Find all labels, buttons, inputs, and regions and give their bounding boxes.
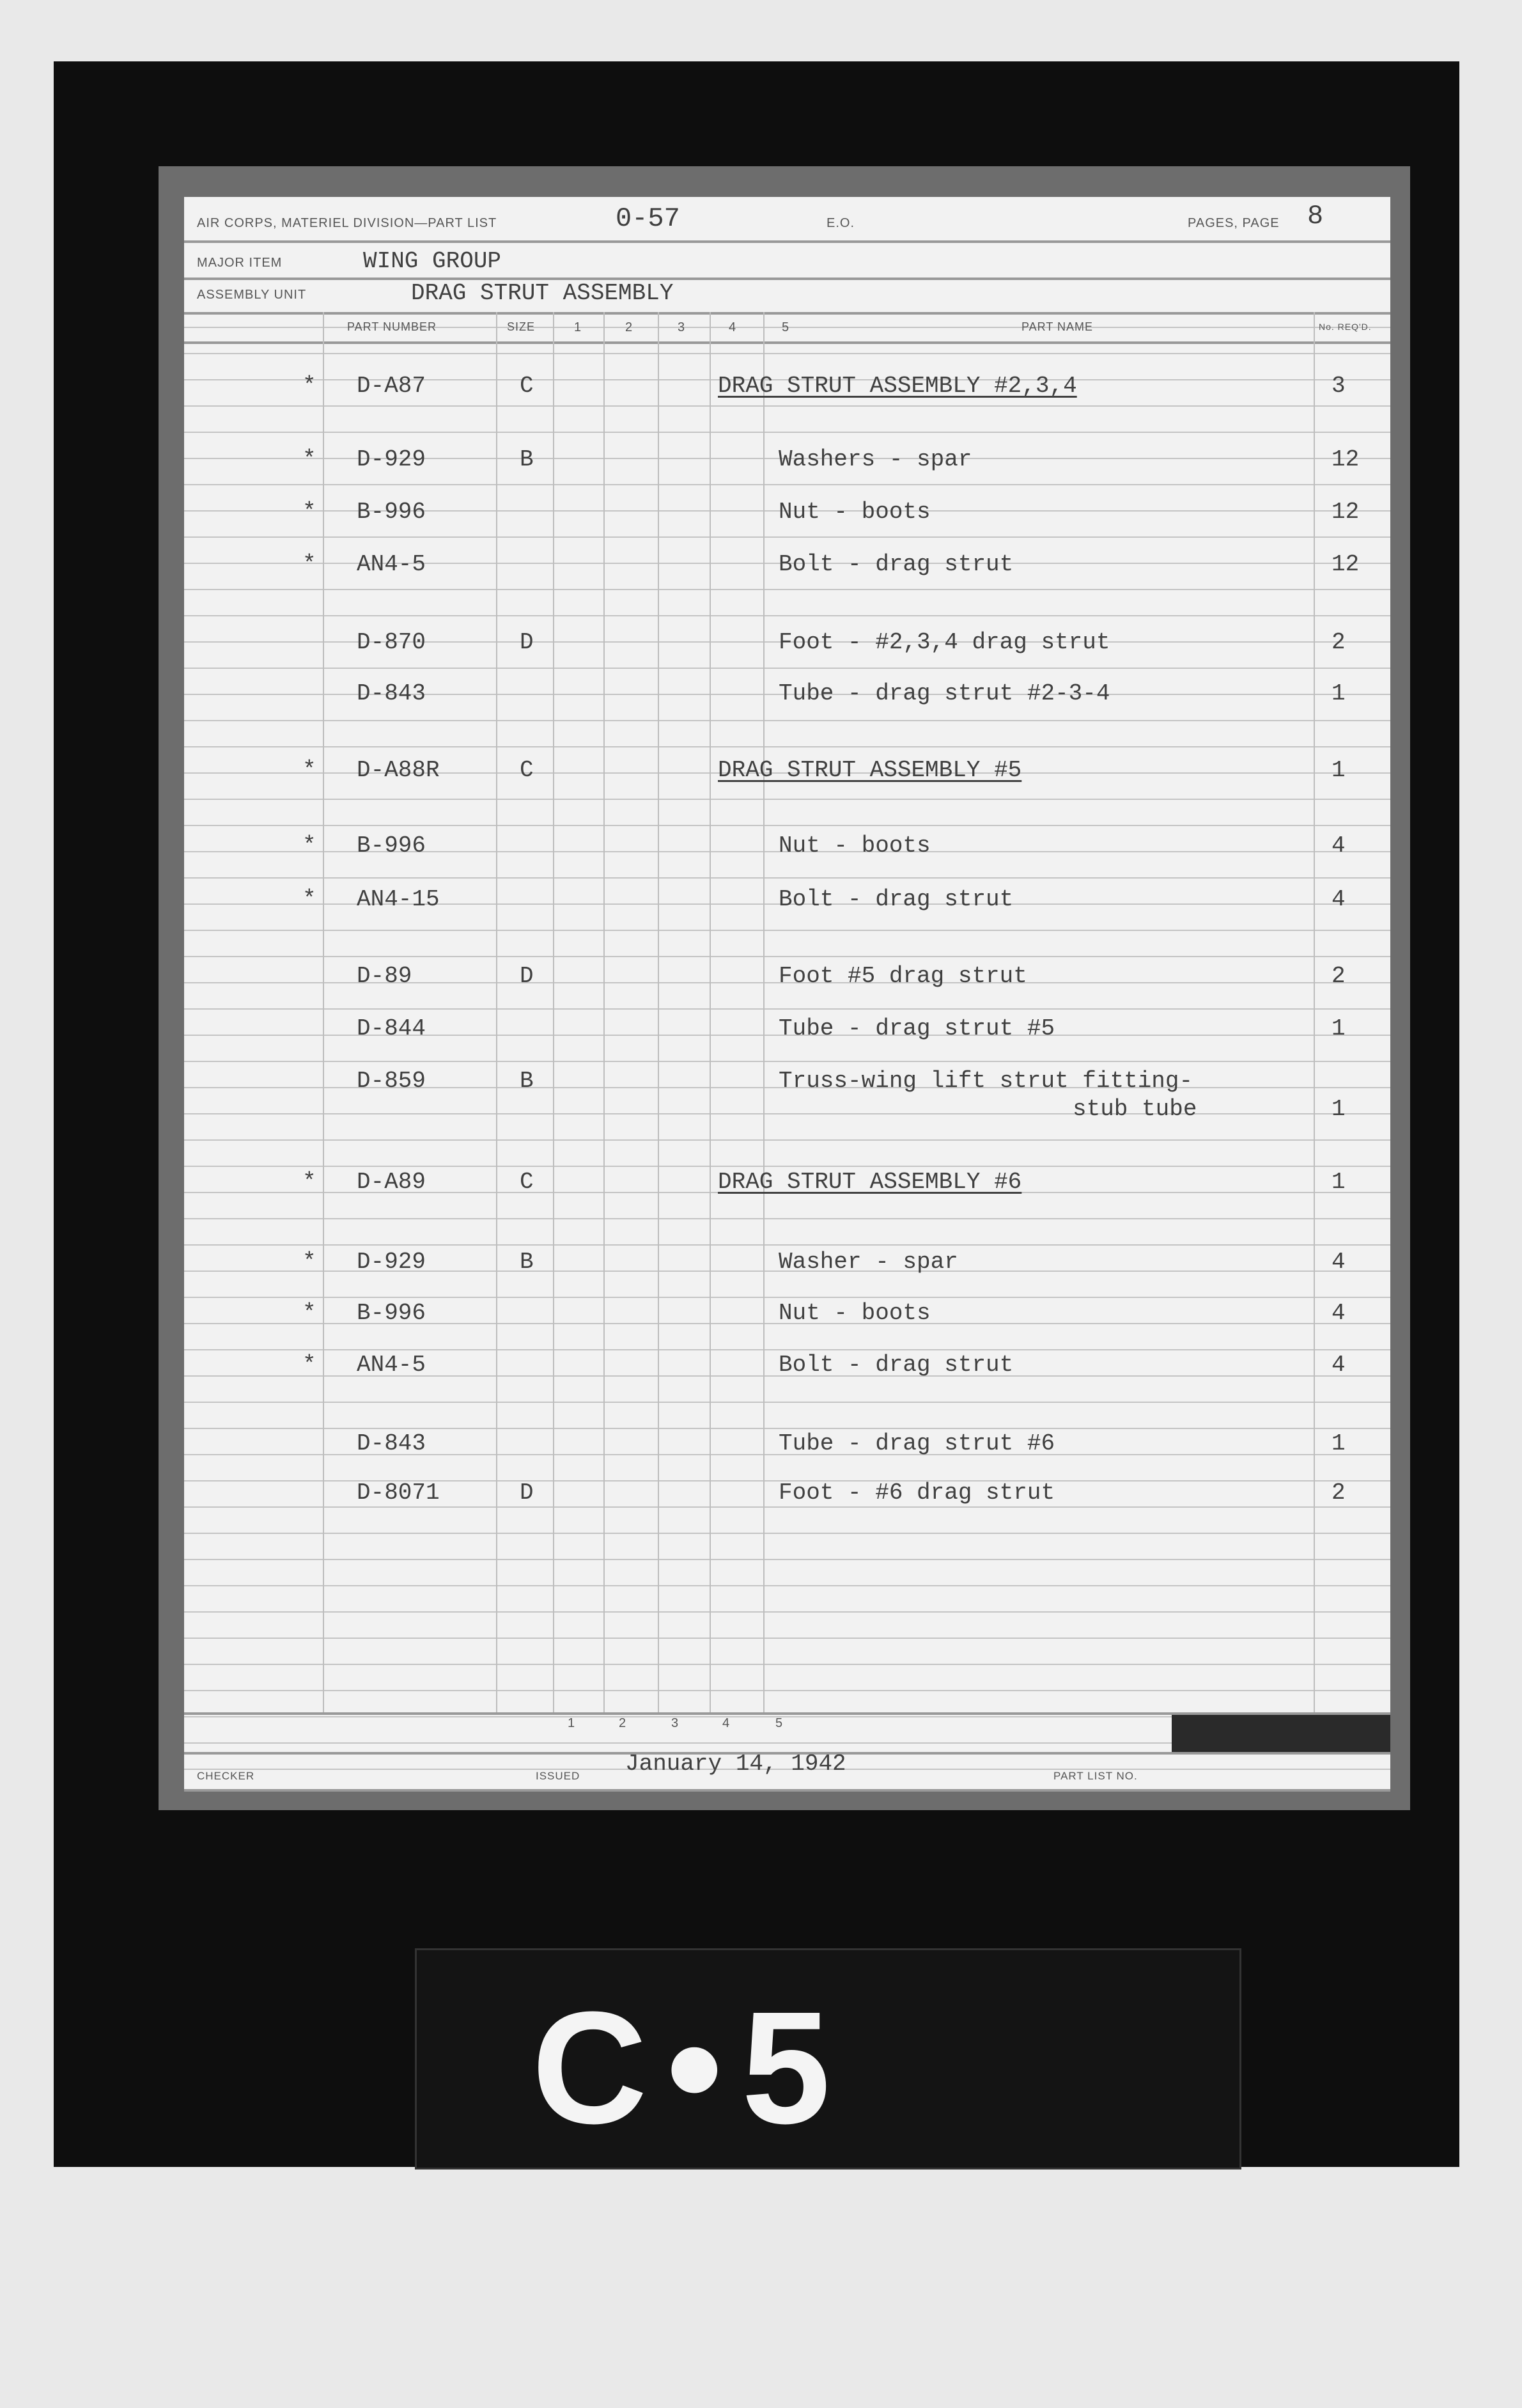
col-2: 2 bbox=[625, 320, 633, 334]
col-5: 5 bbox=[782, 320, 790, 334]
footer-col-1: 1 bbox=[568, 1716, 576, 1730]
part-number: D-A88R bbox=[357, 757, 440, 783]
col-1: 1 bbox=[574, 320, 582, 334]
part-name: DRAG STRUT ASSEMBLY #6 bbox=[718, 1169, 1022, 1195]
col-3: 3 bbox=[678, 320, 686, 334]
required-star: * bbox=[302, 373, 316, 399]
pages-label: PAGES, PAGE bbox=[1188, 216, 1280, 230]
assembly-unit: DRAG STRUT ASSEMBLY bbox=[411, 280, 674, 306]
quantity-required: 2 bbox=[1332, 629, 1346, 655]
quantity-required: 1 bbox=[1332, 1169, 1346, 1195]
major-item-label: MAJOR ITEM bbox=[197, 256, 283, 270]
part-name: DRAG STRUT ASSEMBLY #5 bbox=[718, 757, 1022, 783]
part-name-continued: stub tube bbox=[1073, 1096, 1197, 1122]
col-part-number: PART NUMBER bbox=[347, 320, 437, 333]
part-name: Foot #5 drag strut bbox=[779, 963, 1027, 989]
quantity-required: 1 bbox=[1332, 680, 1346, 707]
part-name: Foot - #6 drag strut bbox=[779, 1480, 1055, 1506]
quantity-required: 3 bbox=[1332, 373, 1346, 399]
part-number: AN4-5 bbox=[357, 1352, 426, 1378]
part-number: D-870 bbox=[357, 629, 426, 655]
part-name: Nut - boots bbox=[779, 499, 931, 525]
part-size: B bbox=[520, 1068, 534, 1094]
part-size: C bbox=[520, 373, 534, 399]
required-star: * bbox=[302, 757, 316, 783]
part-number: B-996 bbox=[357, 1300, 426, 1326]
part-size: B bbox=[520, 446, 534, 473]
issued-date: January 14, 1942 bbox=[625, 1751, 846, 1777]
part-name: Tube - drag strut #2-3-4 bbox=[779, 680, 1110, 707]
part-number: D-929 bbox=[357, 446, 426, 473]
eo-label: E.O. bbox=[827, 216, 855, 230]
quantity-required: 1 bbox=[1332, 757, 1346, 783]
footer-col-5: 5 bbox=[775, 1716, 784, 1730]
quantity-required: 4 bbox=[1332, 1249, 1346, 1275]
part-name: Washer - spar bbox=[779, 1249, 958, 1275]
required-star: * bbox=[302, 499, 316, 525]
col-qty: No. REQ'D. bbox=[1319, 322, 1372, 332]
part-number: D-8071 bbox=[357, 1480, 440, 1506]
required-star: * bbox=[302, 1169, 316, 1195]
part-name: Nut - boots bbox=[779, 1300, 931, 1326]
part-name: Nut - boots bbox=[779, 833, 931, 859]
part-number: AN4-15 bbox=[357, 886, 440, 912]
part-size: C bbox=[520, 1169, 534, 1195]
required-star: * bbox=[302, 1300, 316, 1326]
part-list-no-label: PART LIST NO. bbox=[1053, 1770, 1138, 1782]
quantity-required: 4 bbox=[1332, 833, 1346, 859]
part-number: D-929 bbox=[357, 1249, 426, 1275]
form-title: AIR CORPS, MATERIEL DIVISION—PART LIST bbox=[197, 216, 497, 230]
part-name: Foot - #2,3,4 drag strut bbox=[779, 629, 1110, 655]
part-name: Bolt - drag strut bbox=[779, 551, 1014, 577]
frame-label-plate bbox=[415, 1948, 1241, 2170]
part-name: Bolt - drag strut bbox=[779, 886, 1014, 912]
part-number: D-859 bbox=[357, 1068, 426, 1094]
quantity-required: 12 bbox=[1332, 446, 1360, 473]
part-name: Truss-wing lift strut fitting- bbox=[779, 1068, 1193, 1094]
col-size: SIZE bbox=[507, 320, 536, 333]
part-name: Tube - drag strut #6 bbox=[779, 1430, 1055, 1457]
part-size: C bbox=[520, 757, 534, 783]
part-number: B-996 bbox=[357, 499, 426, 525]
quantity-required: 12 bbox=[1332, 499, 1360, 525]
part-number: D-843 bbox=[357, 1430, 426, 1457]
part-number: D-89 bbox=[357, 963, 412, 989]
part-number: D-A89 bbox=[357, 1169, 426, 1195]
part-list-number: 0-57 bbox=[616, 203, 680, 234]
assembly-unit-label: ASSEMBLY UNIT bbox=[197, 288, 307, 302]
frame-label: C•5 bbox=[532, 1978, 850, 2157]
part-size: D bbox=[520, 629, 534, 655]
quantity-required: 4 bbox=[1332, 1352, 1346, 1378]
major-item: WING GROUP bbox=[363, 248, 502, 274]
issued-label: ISSUED bbox=[536, 1770, 580, 1782]
part-number: D-843 bbox=[357, 680, 426, 707]
part-number: AN4-5 bbox=[357, 551, 426, 577]
quantity-required: 12 bbox=[1332, 551, 1360, 577]
required-star: * bbox=[302, 886, 316, 912]
part-list-form bbox=[184, 197, 1390, 1790]
quantity-required: 1 bbox=[1332, 1430, 1346, 1457]
required-star: * bbox=[302, 551, 316, 577]
page-number: 8 bbox=[1307, 201, 1324, 231]
dark-block bbox=[1172, 1714, 1390, 1752]
part-number: D-A87 bbox=[357, 373, 426, 399]
quantity-required: 1 bbox=[1332, 1096, 1346, 1122]
part-number: B-996 bbox=[357, 833, 426, 859]
col-4: 4 bbox=[729, 320, 737, 334]
required-star: * bbox=[302, 1352, 316, 1378]
part-size: D bbox=[520, 1480, 534, 1506]
required-star: * bbox=[302, 1249, 316, 1275]
footer-col-3: 3 bbox=[671, 1716, 679, 1730]
part-size: B bbox=[520, 1249, 534, 1275]
footer-col-2: 2 bbox=[619, 1716, 627, 1730]
footer-col-4: 4 bbox=[722, 1716, 731, 1730]
part-name: Washers - spar bbox=[779, 446, 972, 473]
quantity-required: 2 bbox=[1332, 1480, 1346, 1506]
quantity-required: 1 bbox=[1332, 1015, 1346, 1042]
checker-label: CHECKER bbox=[197, 1770, 255, 1782]
part-number: D-844 bbox=[357, 1015, 426, 1042]
part-name: Bolt - drag strut bbox=[779, 1352, 1014, 1378]
quantity-required: 2 bbox=[1332, 963, 1346, 989]
part-name: DRAG STRUT ASSEMBLY #2,3,4 bbox=[718, 373, 1077, 399]
quantity-required: 4 bbox=[1332, 1300, 1346, 1326]
required-star: * bbox=[302, 446, 316, 473]
part-size: D bbox=[520, 963, 534, 989]
part-name: Tube - drag strut #5 bbox=[779, 1015, 1055, 1042]
required-star: * bbox=[302, 833, 316, 859]
col-part-name: PART NAME bbox=[1021, 320, 1094, 333]
quantity-required: 4 bbox=[1332, 886, 1346, 912]
